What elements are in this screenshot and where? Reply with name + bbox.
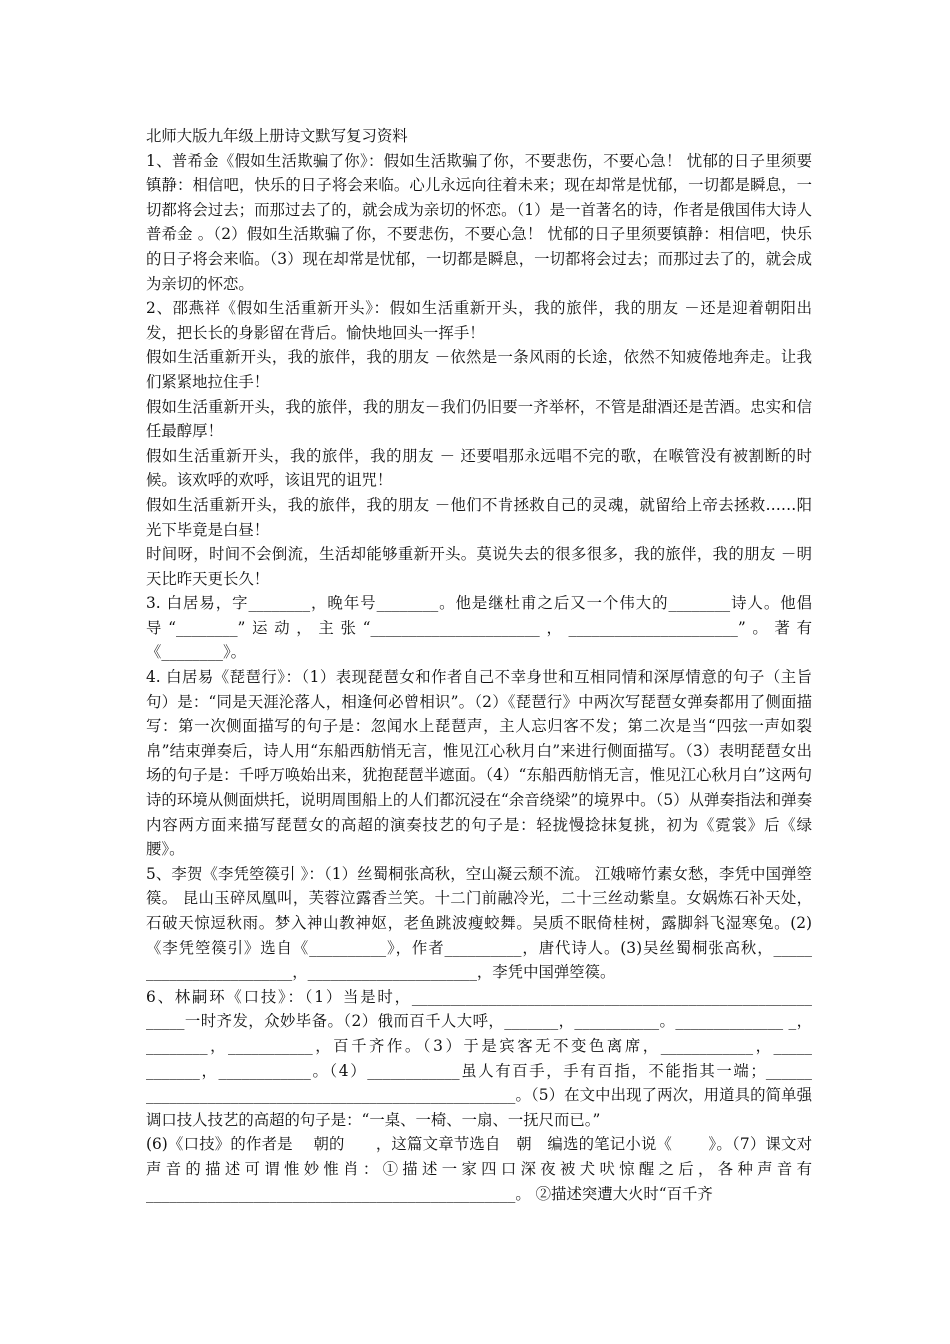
section-4-pipa-xing: 4. 白居易《琵琶行》：（1）表现琵琶女和作者自己不幸身世和互相同情和深厚情意的句子（主旨句）是：“同是天涯沦落人，相逢何必曾相识”。（2）《琵琶行》中两次写琵琶女弹奏都用了侧面描写：第一次侧面描写的句子是：忽闻水上琵琶声，主人忘归客不发；第二次是当“四弦一声如裂帛”结束弹奏后，诗人用“东船西舫悄无言，惟见江心秋月白”来进行侧面描写。（3）表明琵琶女出场的句子是：千呼万唤始出来，犹抱琵琶半遮面。（4）“东船西舫悄无言，惟见江心秋月白”这两句诗的环境从侧面烘托，说明周围船上的人们都沉浸在“余音绕梁”的境界中。（5）从弹奏指法和弹奏内容两方面来描写琵琶女的高超的演奏技艺的句子是：轻拢慢捻抹复挑，初为《霓裳》后《绿腰》。 [146, 668, 812, 859]
section-1-pushkin: 1、普希金《假如生活欺骗了你》：假如生活欺骗了你，不要悲伤，不要心急！ 忧郁的日子里须要镇静：相信吧，快乐的日子将会来临。心儿永远向往着未来；现在却常是忧郁，一切都是瞬息，一切都将会过去；而那过去了的，就会成为亲切的怀恋。（1）是一首著名的诗，作者是俄国伟大诗人 普希金 。（2）假如生活欺骗了你，不要悲伤，不要心急！ 忧郁的日子里须要镇静：相信吧，快乐的日子将会来临。（3）现在却常是忧郁，一切都是瞬息，一切都将会过去；而那过去了的，就会成为亲切的怀恋。 [146, 151, 812, 293]
section-6-kouji: 6、林嗣环《口技》：（1）当是时，____________________________________________________ _____一时齐发，众妙毕备。（2）俄而百千人大呼，_______，___________。______________ _，________，___________，百千齐作。（3）于是宾客无不变色离席，____________，_____ _______，____________。（4）____________虽人有百手，手有百指，不能指其一端；______ ________________________________________________。（5）在文中出现了两次，用道具的简单强调口技人技艺的高超的句子是：“一桌、一椅、一扇、一抚尺而已。” [146, 987, 812, 1129]
section-2-stanza-2: 假如生活重新开头，我的旅伴，我的朋友 －依然是一条风雨的长途，依然不知疲倦地奔走。让我们紧紧地拉住手！ [146, 348, 812, 391]
section-2-stanza-4: 假如生活重新开头，我的旅伴，我的朋友 － 还要唱那永远唱不完的歌，在喉管没有被割断的时候。该欢呼的欢呼，该诅咒的诅咒！ [146, 446, 812, 490]
document-page [146, 124, 812, 1206]
section-2-shao-yanxiang: 2、邵燕祥《假如生活重新开头》：假如生活重新开头，我的旅伴，我的朋友 －还是迎着朝阳出发，把长长的身影留在背后。愉快地回头一挥手！ [146, 299, 812, 342]
section-3-bai-juyi: 3. 白居易，字________，晚年号________。他是继杜甫之后又一个伟大的________诗人。他倡导“________”运动，主张“______________________，______________________”。著有《________》。 [146, 594, 812, 662]
section-2-stanza-5: 假如生活重新开头，我的旅伴，我的朋友 －他们不肯拯救自己的灵魂，就留给上帝去拯救……阳光下毕竟是白昼！ [146, 495, 812, 539]
section-2-stanza-6: 时间呀，时间不会倒流，生活却能够重新开头。莫说失去的很多很多，我的旅伴，我的朋友 －明天比昨天更长久！ [146, 545, 812, 588]
section-2-stanza-3: 假如生活重新开头，我的旅伴，我的朋友－我们仍旧要一齐举杯，不管是甜酒还是苦酒。忠实和信任最醇厚！ [146, 397, 812, 441]
document-title: 北师大版九年级上册诗文默写复习资料 [146, 127, 408, 145]
section-5-li-he: 5、李贺《李凭箜篌引 》：（1）丝蜀桐张高秋，空山凝云颓不流。 江娥啼竹素女愁，李凭中国弹箜篌。 昆山玉碎凤凰叫，芙蓉泣露香兰笑。十二门前融冷光，二十三丝动紫皇。女娲炼石补天处，石破天惊逗秋雨。梦入神山教神妪，老鱼跳波瘦蛟舞。吴质不眠倚桂树，露脚斜飞湿寒兔。(2)《李凭箜篌引》选自《__________》，作者__________，唐代诗人。(3)吴丝蜀桐张高秋，_____ ___________________，______________________，李凭中国弹箜篌。 [146, 864, 812, 982]
section-6-kouji-continued: (6)《口技》的作者是 朝的 ，这篇文章节选自 朝 编选的笔记小说《 》。（7）课文对声音的描述可谓惟妙惟肖：①描述一家四口深夜被犬吠惊醒之后，各种声音有________________________________________________。 ②描述突遭大火时“百千齐 [146, 1135, 812, 1203]
